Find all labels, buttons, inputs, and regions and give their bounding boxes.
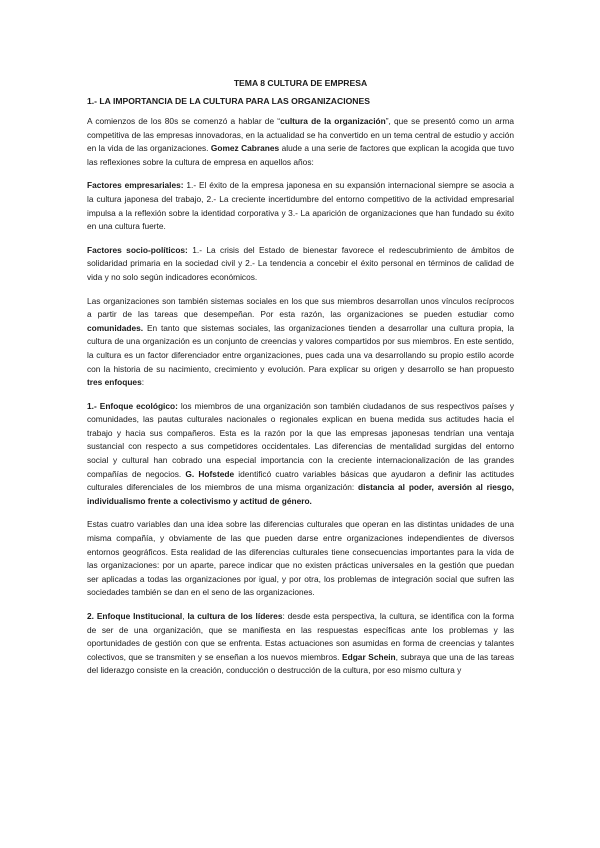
text-run: A comienzos de los 80s se comenzó a hablar de “ [87,116,281,126]
author-name: Edgar Schein [342,651,396,662]
document-title: TEMA 8 CULTURA DE EMPRESA [233,78,368,88]
paragraph-sistemas-sociales [87,295,514,390]
document-body [87,77,514,688]
text-run: ”, que se presentó como un arma competitiva de las empresas innovadoras, en la actualidad se ha convertido en un tema central de estudio y acción en la vida de las organizaciones. [87,116,514,154]
bold-term: tres enfoques [87,377,142,388]
paragraph-factores-empresariales [87,179,514,233]
text-run: , [182,611,188,621]
paragraph-label: 1.- Enfoque ecológico: [87,400,178,411]
paragraph-label: 2. Enfoque Institucional [87,611,183,621]
bold-term: distancia al poder, aversión al riesgo, individualismo frente a colectivismo y actitud de género. [87,482,514,506]
paragraph-label: Factores socio-políticos: [87,244,188,255]
text-run: 1.- La crisis del Estado de bienestar favorece el redescubrimiento de ámbitos de solidaridad primaria en la sociedad civil y 2.- La tendencia a concebir el éxito personal en términos de calidad de vida y no solo según indicadores económicos. [87,244,514,282]
bold-term: cultura de la organización [280,116,386,126]
paragraph-factores-sociopoliticos [87,244,514,285]
bold-term: comunidades. [87,322,144,333]
paragraph-enfoque-institucional [87,610,514,678]
text-run: : desde esta perspectiva, la cultura, se identifica con la forma de ser de una organización, que se manifiesta en las respuestas específicas ante los problemas y las oportunidades de gestión con que se enfrenta. Estas actuaciones son asumidas en forma de creencias y talantes colectivos, que se transmiten y se enseñan a los nuevos miembros. [87,611,514,662]
text-run: 1.- El éxito de la empresa japonesa en su expansión internacional siempre se asocia a la cultura japonesa del trabajo, 2.- La creciente incertidumbre del entorno competitivo de la actividad empresarial impulsa a la reflexión sobre la identidad corporativa y 3.- La aparición de organizaciones que han fundado su éxito en una cultura fuerte. [87,180,514,232]
text-run: alude a una serie de factores que explican la acogida que tuvo las reflexiones sobre la cultura de empresa en aquellos años: [87,143,514,167]
text-run: Las organizaciones son también sistemas sociales en los que sus miembros desarrollan unos vínculos recíprocos a partir de las tareas que desempeñan. Por esta razón, las organizaciones se pueden estudiar como [87,295,514,320]
text-run: : [141,377,145,388]
paragraph-intro [87,115,514,169]
section-heading: 1.- LA IMPORTANCIA DE LA CULTURA PARA LAS ORGANIZACIONES [87,96,370,106]
text-run: los miembros de una organización son también ciudadanos de sus respectivos países y comunidades, las pautas culturales nacionales o regionales explican en buena medida sus actitudes hacia el trabajo y hacia sus compañeros. Esta es la razón por la que las empresas japonesas tendrían una ventaja sustancial con respecto a sus competidores occidentales. Las diferencias de mentalidad surgidas del entorno social y cultural han cobrado una especial importancia con la creciente internacionalización de las grandes compañías de negocios. [87,400,514,479]
text-run: En tanto que sistemas sociales, las organizaciones tienden a desarrollar una cultura propia, la cultura de una organización es un conjunto de creencias y valores compartidos por sus miembros. En este sentido, la cultura es un factor diferenciador entre organizaciones, pues cada una va desarrollando su propio estilo acorde con la historia de su nacimiento, crecimiento y evolución. Para explicar su origen y desarrollo se han propuesto [87,322,514,374]
paragraph-enfoque-ecologico [87,400,514,509]
paragraph-label: Factores empresariales: [87,180,184,191]
text-run: identificó cuatro variables básicas que ayudaron a definir las actitudes culturales diferenciales de los miembros de una misma organización: [87,468,514,493]
paragraph-cuatro-variables: Estas cuatro variables dan una idea sobre las diferencias culturales que operan en las distintas unidades de una misma compañía, y obviamente de las que pueden darse entre organizaciones independientes de diversos entornos geográficos. Esta realidad de las diferencias culturales tiene consecuencias importantes para la vida de las organizaciones: por un aparte, parece indicar que no existen prácticas universales en la gestión que puedan ser aplicadas a todas las organizaciones por igual, y por otra, los problemas de integración social que sufren las sociedades también se dan en el seno de las organizaciones. [87,519,514,598]
author-name: G. Hofstede [185,468,235,479]
text-run: , subraya que una de las tareas del liderazgo consiste en la creación, conducción o destrucción de la cultura, por eso mismo cultura y [87,651,515,676]
bold-term: la cultura de los líderes [187,611,283,621]
author-name: Gomez Cabranes [210,143,280,154]
